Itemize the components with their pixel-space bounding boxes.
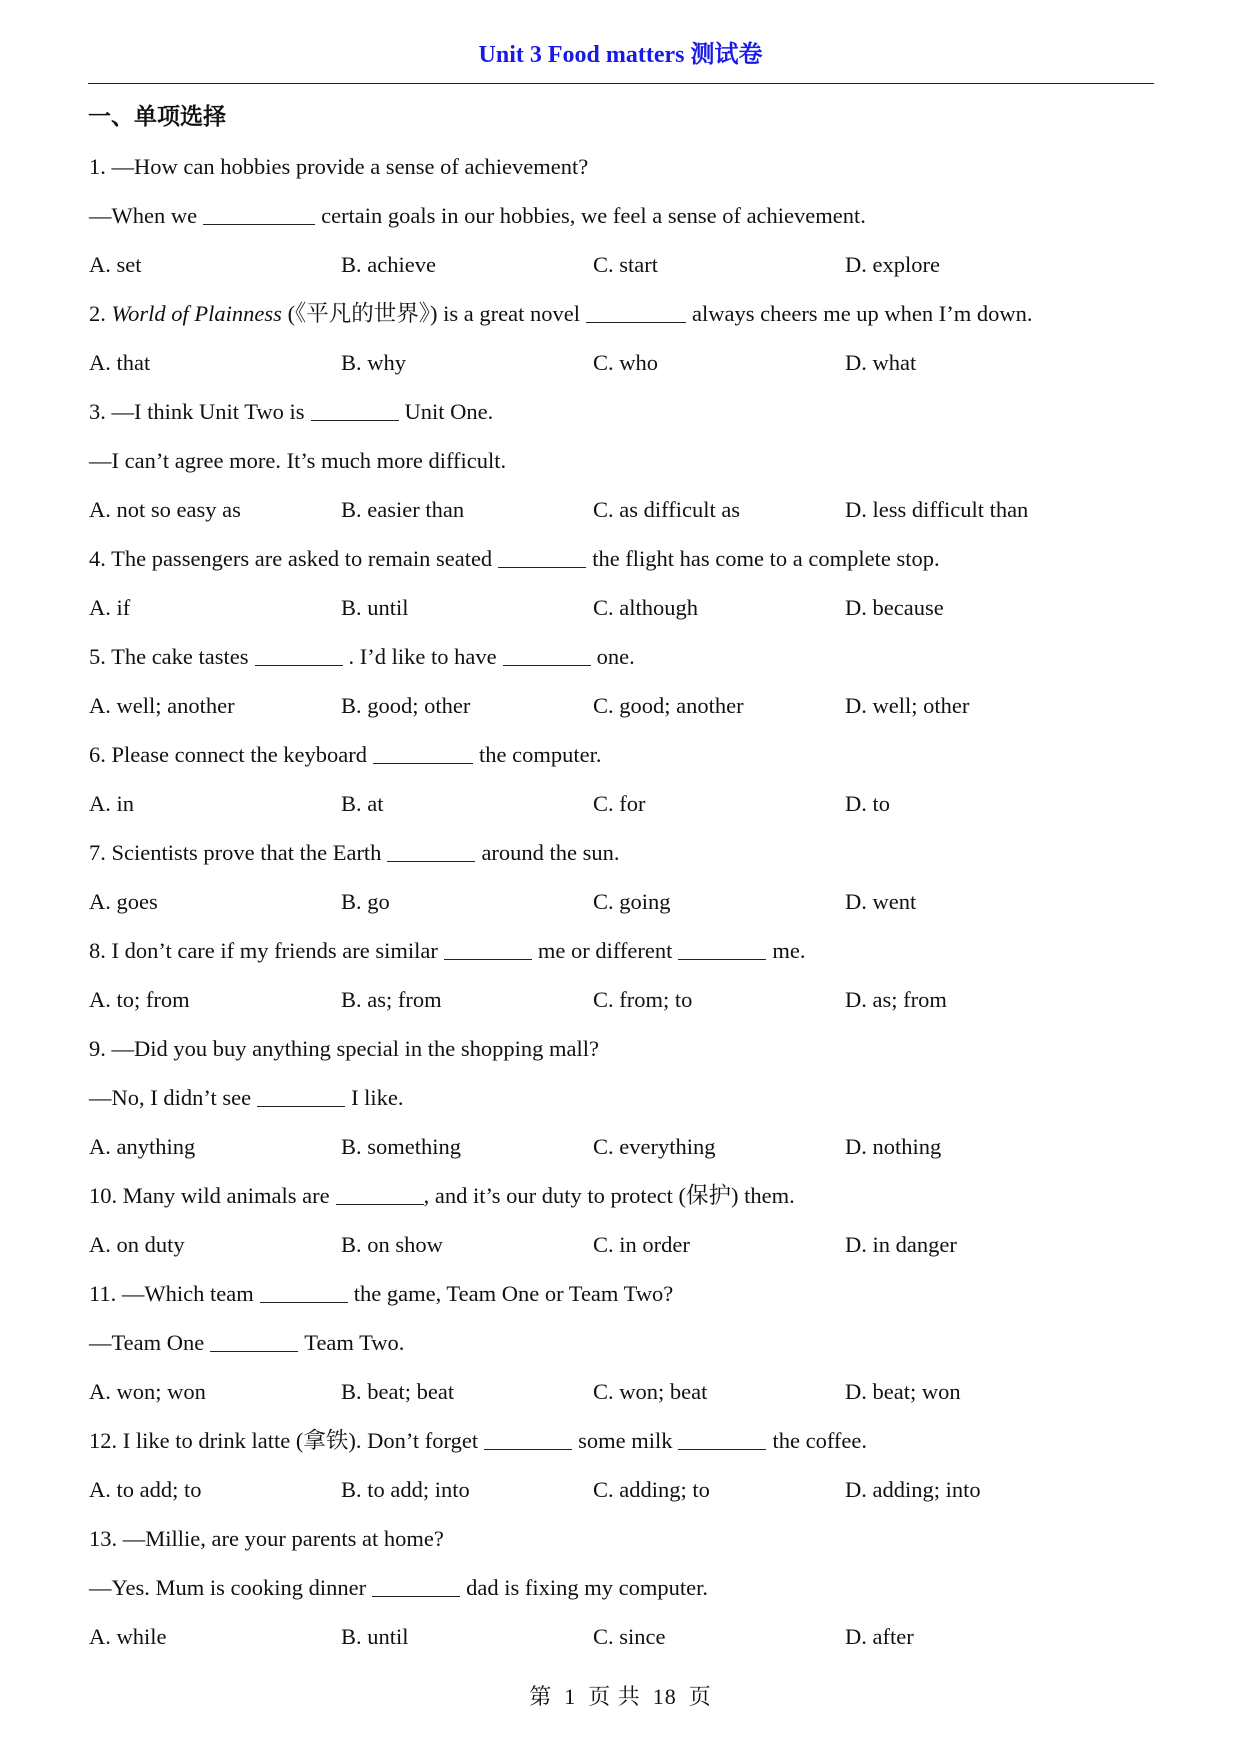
question-8-options <box>89 975 1155 1024</box>
option-c[interactable]: C. in order <box>593 1232 690 1257</box>
option-d[interactable]: D. because <box>845 595 944 620</box>
option-c[interactable]: C. as difficult as <box>593 497 741 522</box>
question-13-options <box>89 1612 1155 1661</box>
option-d[interactable]: D. adding; into <box>845 1477 981 1502</box>
question-8-stem: 8. I don’t care if my friends are similar me or different me. <box>89 938 806 963</box>
option-a[interactable]: A. while <box>89 1624 167 1649</box>
page-title: Unit 3 Food matters 测试卷 <box>478 42 763 68</box>
question-11-stem-line2: —Team One Team Two. <box>89 1330 405 1355</box>
option-a[interactable]: A. to; from <box>89 987 190 1012</box>
question-5-stem: 5. The cake tastes . I’d like to have one. <box>89 644 635 669</box>
answer-blank[interactable] <box>503 645 591 666</box>
option-b[interactable]: B. go <box>341 889 390 914</box>
option-a[interactable]: A. that <box>89 350 151 375</box>
option-a[interactable]: A. well; another <box>89 693 235 718</box>
option-b[interactable]: B. until <box>341 1624 409 1649</box>
question-12-options <box>89 1465 1155 1514</box>
option-b[interactable]: B. until <box>341 595 409 620</box>
option-a[interactable]: A. on duty <box>89 1232 185 1257</box>
question-list <box>89 142 1155 1661</box>
option-d[interactable]: D. as; from <box>845 987 947 1012</box>
option-a[interactable]: A. in <box>89 791 134 816</box>
option-d[interactable]: D. nothing <box>845 1134 942 1159</box>
question-7-options <box>89 877 1155 926</box>
option-a[interactable]: A. anything <box>89 1134 196 1159</box>
option-a[interactable]: A. set <box>89 252 142 277</box>
option-a[interactable]: A. if <box>89 595 131 620</box>
option-b[interactable]: B. as; from <box>341 987 442 1012</box>
option-c[interactable]: C. everything <box>593 1134 716 1159</box>
answer-blank[interactable] <box>498 547 586 568</box>
answer-blank[interactable] <box>678 1429 766 1450</box>
option-d[interactable]: D. went <box>845 889 917 914</box>
option-a[interactable]: A. won; won <box>89 1379 206 1404</box>
answer-blank[interactable] <box>373 743 473 764</box>
novel-title: World of Plainness <box>111 301 282 326</box>
question-3-options <box>89 485 1155 534</box>
option-a[interactable]: A. to add; to <box>89 1477 202 1502</box>
option-c[interactable]: C. for <box>593 791 646 816</box>
option-b[interactable]: B. something <box>341 1134 462 1159</box>
option-b[interactable]: B. at <box>341 791 384 816</box>
answer-blank[interactable] <box>444 939 532 960</box>
header-divider <box>88 83 1154 84</box>
question-4-stem: 4. The passengers are asked to remain seated the flight has come to a complete stop. <box>89 546 940 571</box>
question-2-options <box>89 338 1155 387</box>
option-d[interactable]: D. in danger <box>845 1232 957 1257</box>
option-b[interactable]: B. achieve <box>341 252 436 277</box>
option-a[interactable]: A. not so easy as <box>89 497 241 522</box>
page-footer: 第 1 页 共 18 页 <box>529 1684 712 1709</box>
option-c[interactable]: C. who <box>593 350 659 375</box>
answer-blank[interactable] <box>336 1184 424 1205</box>
question-4-options <box>89 583 1155 632</box>
question-6-options <box>89 779 1155 828</box>
option-b[interactable]: B. easier than <box>341 497 465 522</box>
question-9-stem-line2: —No, I didn’t see I like. <box>89 1085 404 1110</box>
answer-blank[interactable] <box>387 841 475 862</box>
option-b[interactable]: B. beat; beat <box>341 1379 455 1404</box>
question-9-stem: 9. —Did you buy anything special in the shopping mall? <box>89 1036 599 1061</box>
question-1-options <box>89 240 1155 289</box>
question-1-stem: 1. —How can hobbies provide a sense of achievement? <box>89 154 589 179</box>
answer-blank[interactable] <box>210 1331 298 1352</box>
question-2-stem: 2. World of Plainness (《平凡的世界》) is a great novel always cheers me up when I’m down. <box>89 301 1033 326</box>
page-number: 1 <box>564 1684 577 1709</box>
option-d[interactable]: D. beat; won <box>845 1379 961 1404</box>
question-10-stem: 10. Many wild animals are , and it’s our duty to protect (保护) them. <box>89 1183 795 1208</box>
answer-blank[interactable] <box>260 1282 348 1303</box>
question-11-stem: 11. —Which team the game, Team One or Team Two? <box>89 1281 674 1306</box>
option-a[interactable]: A. goes <box>89 889 158 914</box>
option-b[interactable]: B. good; other <box>341 693 471 718</box>
answer-blank[interactable] <box>372 1576 460 1597</box>
question-11-options <box>89 1367 1155 1416</box>
answer-blank[interactable] <box>484 1429 572 1450</box>
option-b[interactable]: B. on show <box>341 1232 443 1257</box>
option-d[interactable]: D. to <box>845 791 890 816</box>
option-c[interactable]: C. since <box>593 1624 666 1649</box>
question-13-stem: 13. —Millie, are your parents at home? <box>89 1526 444 1551</box>
question-3-stem: 3. —I think Unit Two is Unit One. <box>89 399 494 424</box>
question-6-stem: 6. Please connect the keyboard the computer. <box>89 742 602 767</box>
question-10-options <box>89 1220 1155 1269</box>
option-c[interactable]: C. from; to <box>593 987 693 1012</box>
answer-blank[interactable] <box>311 400 399 421</box>
answer-blank[interactable] <box>257 1086 345 1107</box>
total-pages: 18 <box>652 1684 677 1709</box>
option-c[interactable]: C. going <box>593 889 671 914</box>
option-c[interactable]: C. good; another <box>593 693 744 718</box>
option-d[interactable]: D. less difficult than <box>845 497 1029 522</box>
option-d[interactable]: D. after <box>845 1624 914 1649</box>
option-d[interactable]: D. well; other <box>845 693 970 718</box>
answer-blank[interactable] <box>586 302 686 323</box>
question-1-stem-line2: —When we certain goals in our hobbies, we feel a sense of achievement. <box>89 203 866 228</box>
option-c[interactable]: C. won; beat <box>593 1379 708 1404</box>
answer-blank[interactable] <box>203 204 315 225</box>
option-d[interactable]: D. what <box>845 350 917 375</box>
answer-blank[interactable] <box>255 645 343 666</box>
option-d[interactable]: D. explore <box>845 252 940 277</box>
option-c[interactable]: C. adding; to <box>593 1477 710 1502</box>
question-5-options <box>89 681 1155 730</box>
question-3-stem-line2: —I can’t agree more. It’s much more difficult. <box>89 448 507 473</box>
option-b[interactable]: B. to add; into <box>341 1477 470 1502</box>
question-9-options <box>89 1122 1155 1171</box>
question-12-stem: 12. I like to drink latte (拿铁). Don’t forget some milk the coffee. <box>89 1428 867 1453</box>
question-7-stem: 7. Scientists prove that the Earth around the sun. <box>89 840 620 865</box>
question-13-stem-line2: —Yes. Mum is cooking dinner dad is fixing my computer. <box>89 1575 708 1600</box>
answer-blank[interactable] <box>678 939 766 960</box>
option-c[interactable]: C. start <box>593 252 658 277</box>
option-b[interactable]: B. why <box>341 350 407 375</box>
section-heading: 一、单项选择 <box>88 104 226 129</box>
option-c[interactable]: C. although <box>593 595 698 620</box>
